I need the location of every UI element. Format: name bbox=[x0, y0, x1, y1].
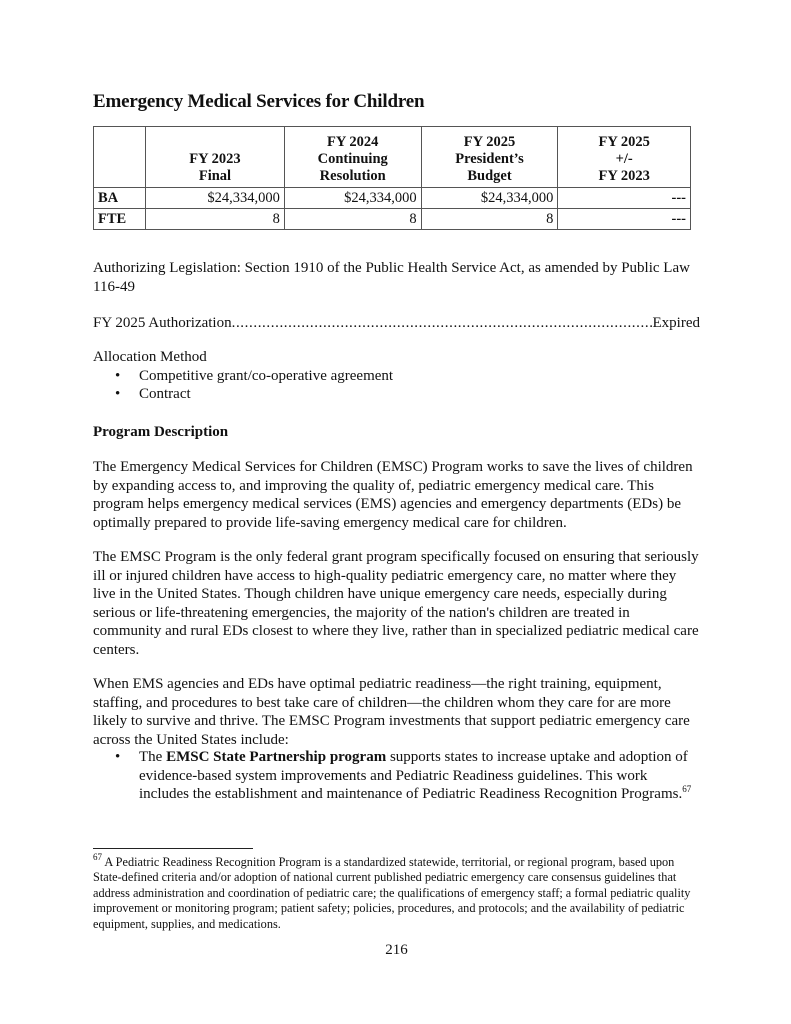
section-heading: Program Description bbox=[93, 424, 229, 440]
list-item: • The EMSC State Partnership program supports states to increase uptake and adoption of evidence-based system improvements and Pediatric Readiness guidelines. This work includes the establishment and maintenance of Pediatric Readiness Recognition Programs.$^{67}$ bbox=[139, 748, 700, 804]
authorization-label: FY 2025 Authorization bbox=[93, 315, 232, 331]
table-header-difference: FY 2025 +/- FY 2023 bbox=[558, 127, 691, 188]
table-cell: $24,334,000 bbox=[146, 188, 285, 209]
dot-leader bbox=[232, 314, 653, 333]
list-item: • Contract bbox=[139, 385, 700, 404]
table-cell: 8 bbox=[284, 209, 421, 230]
table-cell: $24,334,000 bbox=[284, 188, 421, 209]
page-number: 216 bbox=[385, 942, 408, 958]
page-title: Emergency Medical Services for Children bbox=[93, 91, 425, 112]
table-cell: $24,334,000 bbox=[421, 188, 558, 209]
authorizing-legislation: Authorizing Legislation: Section 1910 of the Public Health Service Act, as amended by Public Law 116-49 bbox=[93, 260, 690, 295]
program-name: EMSC State Partnership program bbox=[166, 749, 387, 765]
paragraph: When EMS agencies and EDs have optimal pediatric readiness—the right training, equipment, staffing, and procedures to best take care of children—the children whom they care for are more likely to survive and thrive. The EMSC Program investments that support pediatric emergency care across the United States include: bbox=[93, 676, 690, 748]
allocation-heading: Allocation Method bbox=[93, 349, 207, 365]
table-row bbox=[94, 209, 691, 230]
table-cell: 8 bbox=[146, 209, 285, 230]
authorization-value: Expired bbox=[652, 315, 700, 331]
authorization-line bbox=[93, 314, 700, 333]
table-row bbox=[94, 188, 691, 209]
row-label-ba: BA bbox=[94, 188, 146, 209]
paragraph: The EMSC Program is the only federal grant program specifically focused on ensuring that seriously ill or injured children have access to high-quality pediatric emergency care, no matter where they live in the United States. Though children have unique emergency care needs, especially during serious or life-threatening emergencies, the majority of the nation's children are treated in community and rural EDs closest to where they live, rather than in specialized pediatric medical care centers. bbox=[93, 549, 699, 658]
table-header-fy2024: FY 2024 Continuing Resolution bbox=[284, 127, 421, 188]
allocation-method bbox=[93, 348, 700, 404]
table-header-empty bbox=[94, 127, 146, 188]
list-item: • Competitive grant/co-operative agreement bbox=[139, 367, 700, 386]
table-header-fy2023: FY 2023 Final bbox=[146, 127, 285, 188]
footnote-ref[interactable]: 67 bbox=[682, 784, 692, 794]
allocation-list bbox=[93, 367, 700, 404]
footnote-divider bbox=[93, 848, 253, 849]
budget-table bbox=[93, 126, 691, 230]
table-cell: --- bbox=[558, 209, 691, 230]
table-cell: --- bbox=[558, 188, 691, 209]
investments-list bbox=[93, 748, 700, 804]
table-cell: 8 bbox=[421, 209, 558, 230]
table-header-fy2025: FY 2025 President’s Budget bbox=[421, 127, 558, 188]
paragraph: The Emergency Medical Services for Children (EMSC) Program works to save the lives of children by expanding access to, and improving the quality of, pediatric emergency medical care. This program helps emergency medical services (EMS) agencies and emergency departments (EDs) be optimally prepared to provide life-saving emergency medical care for children. bbox=[93, 459, 693, 531]
footnote: $^{67}$ A Pediatric Readiness Recognition Program is a standardized statewide, territorial, or regional program, based upon State-defined criteria and/or adoption of national current published pediatric emergency care consensus guidelines that address administration and coordination of pediatric care; the qualifications of emergency staff; a formal pediatric quality improvement or monitoring program; patient safety; policies, procedures, and protocols; and the availability of pediatric equipment, supplies, and medications. bbox=[93, 852, 691, 931]
row-label-fte: FTE bbox=[94, 209, 146, 230]
footnote-number: 67 bbox=[93, 852, 102, 862]
table-header-row bbox=[94, 127, 691, 188]
